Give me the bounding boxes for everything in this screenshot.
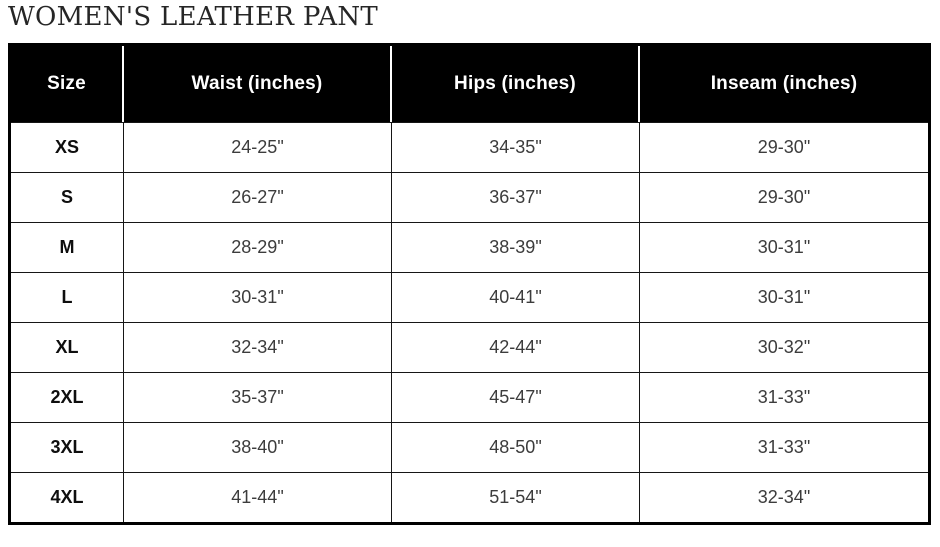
table-header [11,46,928,122]
size-cell: 2XL [11,372,124,422]
table-row [11,272,928,322]
hips-cell: 40-41" [392,272,640,322]
size-cell: M [11,222,124,272]
waist-cell: 26-27" [124,172,392,222]
inseam-cell: 29-30" [640,122,928,172]
inseam-cell: 30-31" [640,222,928,272]
size-cell: XS [11,122,124,172]
waist-cell: 41-44" [124,472,392,522]
waist-cell: 35-37" [124,372,392,422]
waist-cell: 30-31" [124,272,392,322]
inseam-cell: 29-30" [640,172,928,222]
table-body [11,122,928,522]
table-row [11,422,928,472]
table-row [11,322,928,372]
size-chart-table [8,43,931,525]
inseam-cell: 30-31" [640,272,928,322]
hips-cell: 34-35" [392,122,640,172]
size-cell: XL [11,322,124,372]
size-cell: 4XL [11,472,124,522]
header-waist: Waist (inches) [124,46,392,122]
inseam-cell: 32-34" [640,472,928,522]
waist-cell: 28-29" [124,222,392,272]
table-row [11,222,928,272]
hips-cell: 45-47" [392,372,640,422]
size-cell: L [11,272,124,322]
hips-cell: 38-39" [392,222,640,272]
table-row [11,472,928,522]
header-hips: Hips (inches) [392,46,640,122]
inseam-cell: 30-32" [640,322,928,372]
table-row [11,372,928,422]
waist-cell: 24-25" [124,122,392,172]
table-row [11,172,928,222]
inseam-cell: 31-33" [640,372,928,422]
header-size: Size [11,46,124,122]
hips-cell: 36-37" [392,172,640,222]
waist-cell: 38-40" [124,422,392,472]
size-cell: S [11,172,124,222]
inseam-cell: 31-33" [640,422,928,472]
waist-cell: 32-34" [124,322,392,372]
hips-cell: 48-50" [392,422,640,472]
hips-cell: 51-54" [392,472,640,522]
size-cell: 3XL [11,422,124,472]
hips-cell: 42-44" [392,322,640,372]
page-title: WOMEN'S LEATHER PANT [8,2,379,32]
header-inseam: Inseam (inches) [640,46,928,122]
header-row [11,46,928,122]
table-row [11,122,928,172]
